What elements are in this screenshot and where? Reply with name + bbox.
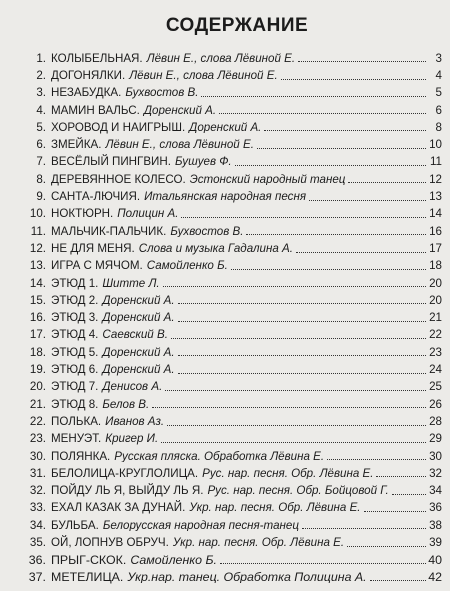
entry-title: ЗМЕЙКА. (51, 138, 102, 152)
entry-title: НЕЗАБУДКА. (51, 86, 122, 100)
dot-leader (235, 165, 426, 166)
toc-entry[interactable] (22, 549, 442, 566)
toc-entry[interactable] (22, 289, 442, 306)
dot-leader (165, 390, 426, 391)
entry-title: ПОЛЯНКА. (51, 449, 111, 463)
entry-author: Самойленко Б. (130, 553, 217, 566)
entry-number: 19. (29, 363, 46, 377)
entry-author: Саевский В. (102, 329, 168, 342)
entry-page-number: 28 (429, 414, 442, 428)
entry-title: ВЕСЁЛЫЙ ПИНГВИН. (51, 155, 171, 169)
entry-title: ЭТЮД 8. (51, 397, 99, 411)
entry-page-number: 32 (429, 466, 442, 480)
toc-entry[interactable] (22, 133, 442, 150)
entry-page-number: 6 (435, 103, 442, 117)
dot-leader (201, 96, 426, 97)
entry-page-number: 36 (429, 501, 442, 515)
toc-entry[interactable] (22, 47, 442, 64)
entry-number: 11. (30, 224, 46, 238)
entry-page-number: 25 (429, 380, 442, 394)
entry-author: Лёвин Е., слова Лёвиной Е. (105, 139, 254, 151)
entry-author: Бухвостов В. (125, 87, 199, 99)
entry-number: 35. (29, 536, 46, 550)
entry-title: МЕТЕЛИЦА. (51, 569, 124, 584)
toc-entry[interactable] (22, 168, 442, 185)
dot-leader (231, 269, 426, 270)
entry-page-number: 30 (429, 449, 442, 463)
dot-leader (178, 373, 426, 374)
entry-author: Доренский А. (102, 346, 175, 359)
entry-title: ХОРОВОД И НАИГРЫШ. (51, 120, 186, 134)
entry-number: 12. (29, 241, 46, 255)
entry-author: Укр.нар. танец. Обработка Полицина А. (127, 570, 367, 584)
dot-leader (309, 200, 426, 201)
dot-leader (152, 407, 426, 408)
toc-entry[interactable] (22, 99, 442, 116)
entry-title: БЕЛОЛИЦА-КРУГЛОЛИЦА. (51, 466, 199, 480)
entry-number: 37. (28, 569, 46, 584)
toc-entry[interactable] (22, 341, 442, 358)
entry-title: ЭТЮД 1. (51, 276, 99, 290)
entry-title: ЭТЮД 5. (51, 345, 99, 359)
entry-author: Доренский А. (102, 312, 175, 324)
entry-title: КОЛЫБЕЛЬНАЯ. (51, 51, 143, 65)
dot-leader (376, 476, 426, 477)
entry-author: Доренский А. (102, 364, 175, 376)
entry-page-number: 11 (429, 155, 442, 169)
dot-leader (178, 303, 426, 304)
entry-author: Самойленко Б. (146, 260, 228, 272)
toc-entry[interactable] (22, 531, 442, 548)
dot-leader (257, 148, 426, 149)
entry-title: НОКТЮРН. (51, 207, 114, 221)
entry-title: ПРЫГ-СКОК. (51, 552, 127, 567)
entry-number: 9. (36, 190, 46, 204)
entry-title: БУЛЬБА. (51, 518, 99, 532)
entry-number: 36. (28, 552, 46, 567)
entry-title: ПОЛЬКА. (51, 414, 102, 428)
dot-leader (264, 130, 426, 131)
dot-leader (181, 217, 426, 218)
dot-leader (296, 252, 426, 253)
entry-title: ИГРА С МЯЧОМ. (51, 259, 143, 273)
entry-author: Бушуев Ф. (174, 156, 232, 169)
toc-list (22, 47, 442, 583)
toc-entry[interactable] (22, 151, 442, 168)
entry-number: 20. (29, 380, 46, 394)
entry-author: Белорусская народная песня-танец (102, 519, 299, 532)
entry-number: 23. (29, 432, 46, 446)
entry-number: 3. (36, 86, 46, 100)
toc-entry[interactable] (22, 393, 442, 410)
entry-page-number: 10 (429, 138, 442, 152)
entry-author: Русская пляска. Обработка Лёвина Е. (114, 450, 325, 463)
entry-title: МАЛЬЧИК-ПАЛЬЧИК. (51, 224, 167, 238)
entry-author: Бухвостов В. (170, 225, 244, 238)
entry-page-number: 23 (429, 345, 442, 359)
dot-leader (347, 546, 426, 547)
entry-page-number: 40 (428, 552, 442, 567)
entry-author: Рус. нар. песня. Обр. Лёвина Е. (202, 467, 374, 480)
entry-number: 21. (29, 397, 46, 411)
entry-author: Кригер И. (105, 433, 159, 445)
entry-number: 30. (29, 449, 46, 463)
entry-page-number: 4 (435, 69, 442, 82)
entry-title: МАМИН ВАЛЬС. (51, 103, 140, 117)
entry-number: 8. (36, 172, 46, 186)
entry-number: 31. (29, 466, 46, 480)
dot-leader (302, 528, 426, 529)
toc-entry[interactable] (22, 479, 442, 496)
entry-number: 6. (36, 138, 46, 152)
dot-leader (327, 459, 426, 460)
entry-title: ЭТЮД 3. (51, 311, 99, 325)
entry-author: Укр. нар. песня. Обр. Лёвина Е. (172, 537, 345, 549)
entry-page-number: 34 (429, 484, 442, 498)
entry-number: 18. (29, 345, 46, 359)
toc-entry[interactable] (22, 64, 442, 81)
entry-page-number: 42 (428, 569, 442, 584)
toc-entry[interactable] (22, 272, 442, 289)
dot-leader (171, 338, 426, 339)
toc-entry[interactable] (22, 185, 442, 202)
entry-title: ДЕРЕВЯННОЕ КОЛЕСО. (51, 172, 186, 186)
entry-title: ПОЙДУ ЛЬ Я, ВЫЙДУ ЛЬ Я. (51, 484, 204, 498)
entry-page-number: 13 (429, 190, 442, 204)
entry-author: Рус. нар. песня. Обр. Бойцовой Г. (207, 485, 389, 497)
entry-author: Иванов Аз. (105, 415, 165, 428)
entry-title: ЕХАЛ КАЗАК ЗА ДУНАЙ. (51, 501, 186, 515)
entry-author: Доренский А. (189, 121, 262, 134)
entry-author: Доренский А. (102, 294, 175, 307)
entry-author: Шитте Л. (102, 277, 160, 290)
entry-page-number: 39 (429, 536, 442, 550)
toc-entry[interactable] (22, 445, 442, 462)
entry-number: 34. (29, 518, 46, 532)
entry-author: Лёвин Е., слова Лёвиной Е. (129, 70, 278, 82)
toc-entry[interactable] (22, 566, 442, 583)
entry-number: 7. (36, 155, 46, 169)
entry-page-number: 14 (429, 207, 442, 221)
toc-entry[interactable] (22, 358, 442, 375)
entry-number: 10. (29, 207, 46, 221)
dot-leader (364, 511, 426, 512)
entry-title: ДОГОНЯЛКИ. (51, 69, 126, 82)
entry-page-number: 22 (429, 328, 442, 342)
entry-page-number: 21 (429, 311, 442, 325)
entry-number: 5. (36, 120, 46, 134)
entry-title: МЕНУЭТ. (51, 432, 102, 446)
toc-entry[interactable] (22, 462, 442, 479)
entry-number: 4. (36, 103, 46, 117)
entry-title: ЭТЮД 4. (51, 328, 99, 342)
dot-leader (178, 355, 426, 356)
entry-page-number: 18 (429, 259, 442, 273)
entry-number: 33. (29, 501, 46, 515)
dot-leader (220, 563, 426, 564)
entry-page-number: 8 (435, 120, 442, 134)
page-title: СОДЕРЖАНИЕ (165, 15, 309, 36)
entry-page-number: 17 (429, 241, 442, 255)
entry-number: 17. (29, 328, 46, 342)
toc-entry[interactable] (22, 203, 442, 220)
entry-page-number: 29 (429, 432, 442, 446)
dot-leader (163, 286, 426, 287)
entry-number: 15. (29, 293, 46, 307)
toc-entry[interactable] (22, 82, 442, 99)
toc-entry[interactable] (22, 497, 442, 514)
toc-entry[interactable] (22, 255, 442, 272)
entry-author: Эстонский народный танец (189, 173, 346, 186)
entry-number: 1. (36, 51, 46, 65)
entry-page-number: 20 (429, 276, 442, 290)
dot-leader (370, 580, 426, 581)
toc-entry[interactable] (22, 514, 442, 531)
entry-page-number: 26 (429, 397, 442, 411)
dot-leader (246, 234, 426, 235)
dot-leader (281, 79, 426, 80)
entry-author: Слова и музыка Гадалина А. (138, 242, 294, 255)
entry-page-number: 5 (435, 86, 442, 100)
entry-title: ЭТЮД 2. (51, 293, 99, 307)
toc-entry[interactable] (22, 220, 442, 237)
dot-leader (298, 61, 426, 62)
entry-title: ЭТЮД 6. (51, 363, 99, 377)
entry-author: Белов В. (102, 398, 150, 411)
entry-number: 13. (29, 259, 46, 273)
toc-entry[interactable] (22, 237, 442, 254)
entry-author: Лёвин Е., слова Лёвиной Е. (146, 52, 296, 65)
entry-number: 16. (29, 311, 46, 325)
entry-author: Укр. нар. песня. Обр. Лёвина Е. (189, 502, 361, 515)
entry-title: ЭТЮД 7. (51, 380, 99, 394)
entry-title: САНТА-ЛЮЧИЯ. (51, 190, 141, 204)
dot-leader (167, 425, 426, 426)
toc-entry[interactable] (22, 324, 442, 341)
entry-title: НЕ ДЛЯ МЕНЯ. (51, 241, 135, 255)
entry-number: 32. (29, 484, 46, 498)
entry-author: Денисов А. (102, 381, 163, 393)
toc-entry[interactable] (22, 116, 442, 133)
entry-number: 14. (29, 276, 46, 290)
dot-leader (392, 494, 426, 495)
entry-number: 2. (36, 69, 46, 82)
entry-title: ОЙ, ЛОПНУВ ОБРУЧ. (51, 536, 169, 550)
entry-page-number: 38 (429, 518, 442, 532)
toc-entry[interactable] (22, 410, 442, 427)
dot-leader (161, 442, 426, 443)
dot-leader (348, 182, 426, 183)
entry-author: Итальянская народная песня (144, 191, 307, 203)
dot-leader (219, 113, 426, 114)
entry-author: Полицин А. (117, 208, 179, 220)
dot-leader (178, 321, 426, 322)
entry-page-number: 24 (429, 363, 442, 377)
entry-page-number: 3 (435, 51, 442, 65)
entry-page-number: 20 (429, 293, 442, 307)
toc-entry[interactable] (22, 306, 442, 323)
toc-entry[interactable] (22, 428, 442, 445)
toc-entry[interactable] (22, 376, 442, 393)
entry-page-number: 12 (429, 172, 442, 186)
entry-page-number: 16 (429, 224, 442, 238)
entry-number: 22. (29, 414, 46, 428)
entry-author: Доренский А. (143, 104, 217, 117)
